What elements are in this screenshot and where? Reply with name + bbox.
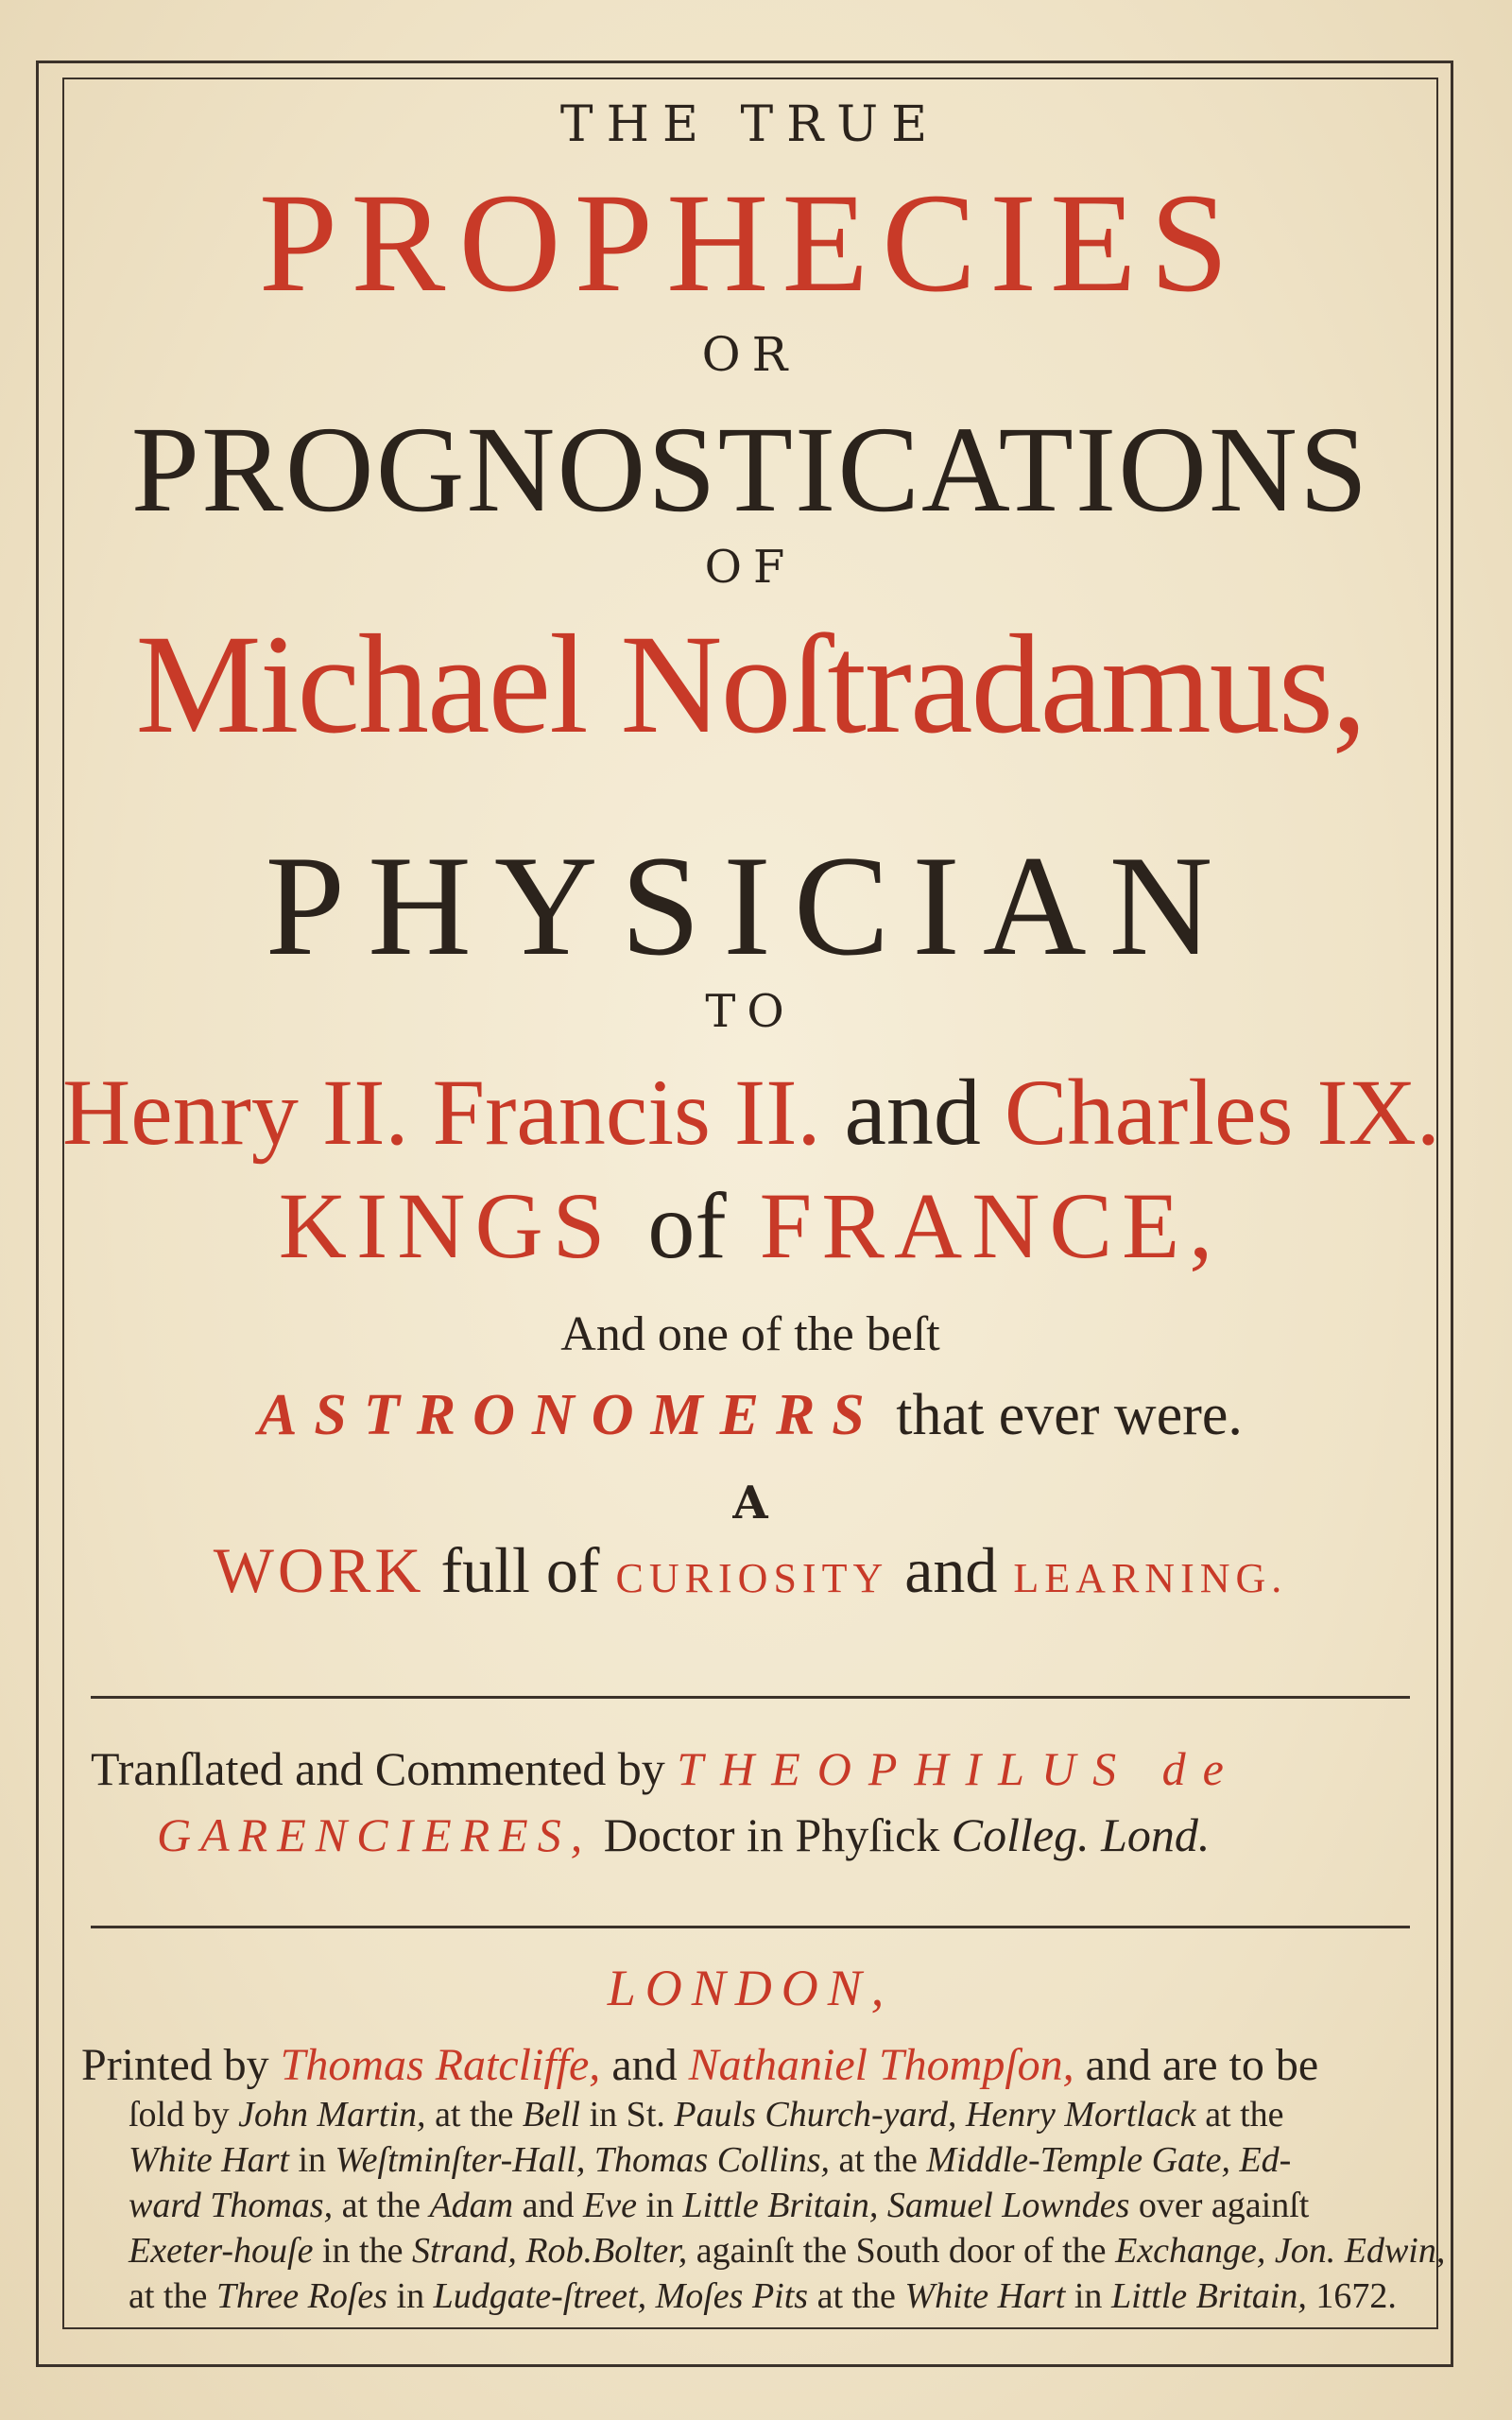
france-word: FRANCE, xyxy=(759,1173,1223,1278)
shop-sign: Bell xyxy=(522,2095,581,2135)
kings-of-france-line xyxy=(62,1174,1438,1278)
imprint-text: at the xyxy=(1205,2095,1284,2135)
author-name: Michael Noſtradamus, xyxy=(135,606,1366,763)
imprint-text: againſt the South door of the xyxy=(696,2231,1107,2271)
imprint-text: at the xyxy=(129,2276,208,2316)
astronomers-line xyxy=(62,1382,1438,1449)
that-ever-were: that ever were. xyxy=(896,1383,1243,1447)
heading-the-true: THE TRUE xyxy=(559,96,941,153)
title-page-content xyxy=(62,78,1446,2329)
work-word: WORK xyxy=(213,1534,425,1606)
translated-by: Tranſlated and Commented by xyxy=(91,1742,665,1795)
divider-rule-1 xyxy=(91,1696,1410,1699)
bookseller-name: Ludgate-ſtreet, Moſes Pits xyxy=(433,2276,809,2316)
translator-line-1 xyxy=(91,1741,1438,1796)
place-name: Exeter-houſe xyxy=(129,2231,314,2271)
heading-to: TO xyxy=(705,985,796,1038)
shop-sign: Middle-Temple Gate, Ed- xyxy=(926,2140,1292,2180)
printer-ratcliffe: Thomas Ratcliffe, xyxy=(280,2040,601,2090)
shop-sign: Eve xyxy=(582,2186,637,2225)
place-name: Little Britain, xyxy=(1110,2276,1307,2316)
imprint-line-2 xyxy=(81,2092,1419,2137)
and-one-line: And one of the beſt xyxy=(560,1307,940,1361)
imprint-text: and xyxy=(611,2040,678,2090)
imprint-text: and xyxy=(522,2186,575,2225)
imprint-line-6 xyxy=(81,2273,1419,2319)
of-word: of xyxy=(647,1173,727,1278)
king-francis: Francis II. xyxy=(432,1060,821,1165)
imprint-text: at the xyxy=(838,2140,918,2180)
imprint-text: in xyxy=(396,2276,425,2316)
heading-or: OR xyxy=(701,327,799,382)
heading-physician: PHYSICIAN xyxy=(265,826,1236,985)
bookseller-name: ward Thomas, xyxy=(129,2186,334,2225)
imprint-text: over againſt xyxy=(1138,2186,1310,2225)
curiosity-word: CURIOSITY xyxy=(615,1555,889,1601)
place-of-publication: LONDON, xyxy=(607,1960,894,2016)
kings-and: and xyxy=(844,1060,981,1165)
heading-prognostications: PROGNOSTICATIONS xyxy=(130,402,1370,538)
translator-surname: GARENCIERES, xyxy=(157,1808,593,1861)
imprint-text: and are to be xyxy=(1085,2040,1319,2090)
imprint-line-3 xyxy=(81,2137,1419,2183)
bookseller-name: Weſtminſter-Hall, Thomas Collins, xyxy=(335,2140,831,2180)
imprint-line-5 xyxy=(81,2228,1446,2273)
imprint-line-4 xyxy=(81,2183,1419,2228)
doctor-in-physick: Doctor in Phyſick xyxy=(603,1808,940,1861)
bookseller-name: John Martin, xyxy=(238,2095,426,2135)
full-of-word: full of xyxy=(440,1534,600,1606)
king-henry: Henry II. xyxy=(62,1060,409,1165)
bookseller-name: Little Britain, Samuel Lowndes xyxy=(682,2186,1130,2225)
heading-prophecies: PROPHECIES xyxy=(258,164,1243,321)
colleg-lond: Colleg. Lond. xyxy=(951,1808,1211,1861)
imprint-text: in xyxy=(298,2140,326,2180)
imprint-text: ſold by xyxy=(129,2095,230,2135)
bookseller-name: Strand, Rob.Bolter, xyxy=(411,2231,688,2271)
letter-a: A xyxy=(732,1477,768,1530)
shop-sign: Three Roſes xyxy=(215,2276,388,2316)
shop-sign: White Hart xyxy=(129,2140,289,2180)
imprint-text: in the xyxy=(321,2231,404,2271)
divider-rule-2 xyxy=(91,1926,1410,1928)
kings-names-line xyxy=(62,1061,1438,1165)
heading-of: OF xyxy=(704,541,797,594)
and-word: and xyxy=(904,1534,998,1606)
shop-sign: White Hart xyxy=(904,2276,1066,2316)
bookseller-name: Pauls Church-yard, Henry Mortlack xyxy=(674,2095,1196,2135)
shop-sign: Adam xyxy=(429,2186,514,2225)
translator-line-2 xyxy=(157,1807,1438,1862)
imprint-text: at the xyxy=(816,2276,896,2316)
imprint-line-1 xyxy=(81,2039,1419,2092)
publication-year: 1672. xyxy=(1315,2276,1397,2316)
imprint-text: at the xyxy=(341,2186,421,2225)
work-line xyxy=(62,1533,1438,1608)
bookseller-name: Exchange, Jon. Edwin, xyxy=(1115,2231,1446,2271)
imprint-text: in xyxy=(645,2186,674,2225)
king-charles: Charles IX. xyxy=(1004,1060,1440,1165)
learning-word: LEARNING. xyxy=(1013,1555,1288,1601)
imprint-text: Printed by xyxy=(81,2040,269,2090)
imprint xyxy=(81,2039,1446,2319)
printer-thompson: Nathaniel Thompſon, xyxy=(688,2040,1074,2090)
imprint-text: in xyxy=(1074,2276,1103,2316)
astronomers-word: ASTRONOMERS xyxy=(258,1383,882,1447)
imprint-text: at the xyxy=(435,2095,514,2135)
translator-first-name: THEOPHILUS de xyxy=(677,1742,1241,1795)
kings-word: KINGS xyxy=(278,1173,615,1278)
imprint-text: in St. xyxy=(589,2095,665,2135)
